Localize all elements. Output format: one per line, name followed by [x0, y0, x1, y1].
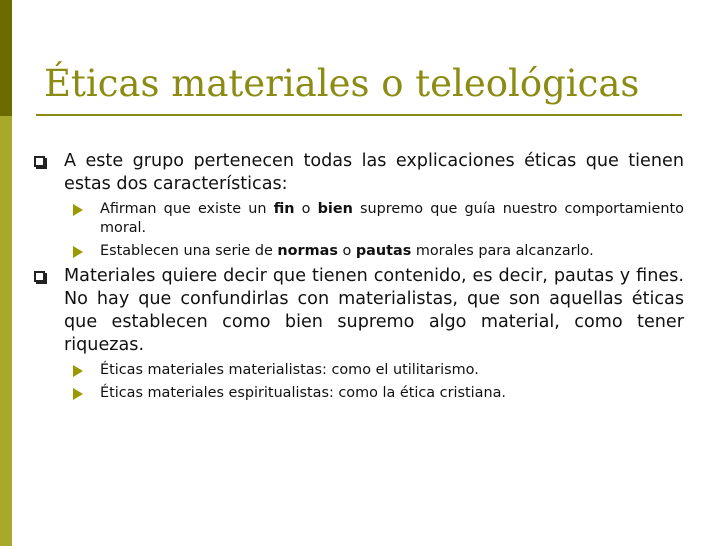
left-accent-bar-top: [0, 0, 12, 116]
sub-bullet-item-1-2: [71, 242, 684, 261]
left-accent-bar-bottom: [0, 116, 12, 546]
triangle-bullet-icon: [73, 365, 83, 377]
bullet-item-2-text: Materiales quiere decir que tienen contenido, es decir, pautas y fines. No hay que confundirlas con materialistas, que son aquellas éticas que establecen como bien supremo algo material, como tener riquezas.: [64, 266, 684, 355]
sub-bullet-text: Afirman que existe un fin o bien supremo que guía nuestro comportamiento moral.: [100, 201, 684, 236]
bold-word-normas: normas: [277, 243, 338, 259]
sub-bullet-item-1-1: [71, 200, 684, 238]
bullet-item-1: [34, 150, 684, 196]
title-underline: [36, 114, 682, 116]
bullet-item-1-text: A este grupo pertenecen todas las explicaciones éticas que tienen estas dos características:: [64, 151, 684, 194]
sub-bullet-item-2-1: [71, 361, 684, 380]
sub-bullet-text: Establecen una serie de normas o pautas morales para alcanzarlo.: [100, 243, 594, 259]
square-bullet-icon: [34, 271, 45, 282]
slide-title: Éticas materiales o teleológicas: [44, 62, 640, 105]
triangle-bullet-icon: [73, 246, 83, 258]
sub-bullet-text: Éticas materiales espiritualistas: como la ética cristiana.: [100, 385, 506, 401]
sub-bullet-text: Éticas materiales materialistas: como el utilitarismo.: [100, 362, 479, 378]
bullet-item-2: [34, 265, 684, 357]
triangle-bullet-icon: [73, 388, 83, 400]
triangle-bullet-icon: [73, 204, 83, 216]
slide-content: [34, 150, 684, 403]
sub-bullet-item-2-2: [71, 384, 684, 403]
bold-word-bien: bien: [317, 201, 353, 217]
square-bullet-icon: [34, 156, 45, 167]
bold-word-pautas: pautas: [355, 243, 412, 259]
bold-word-fin: fin: [273, 201, 295, 217]
